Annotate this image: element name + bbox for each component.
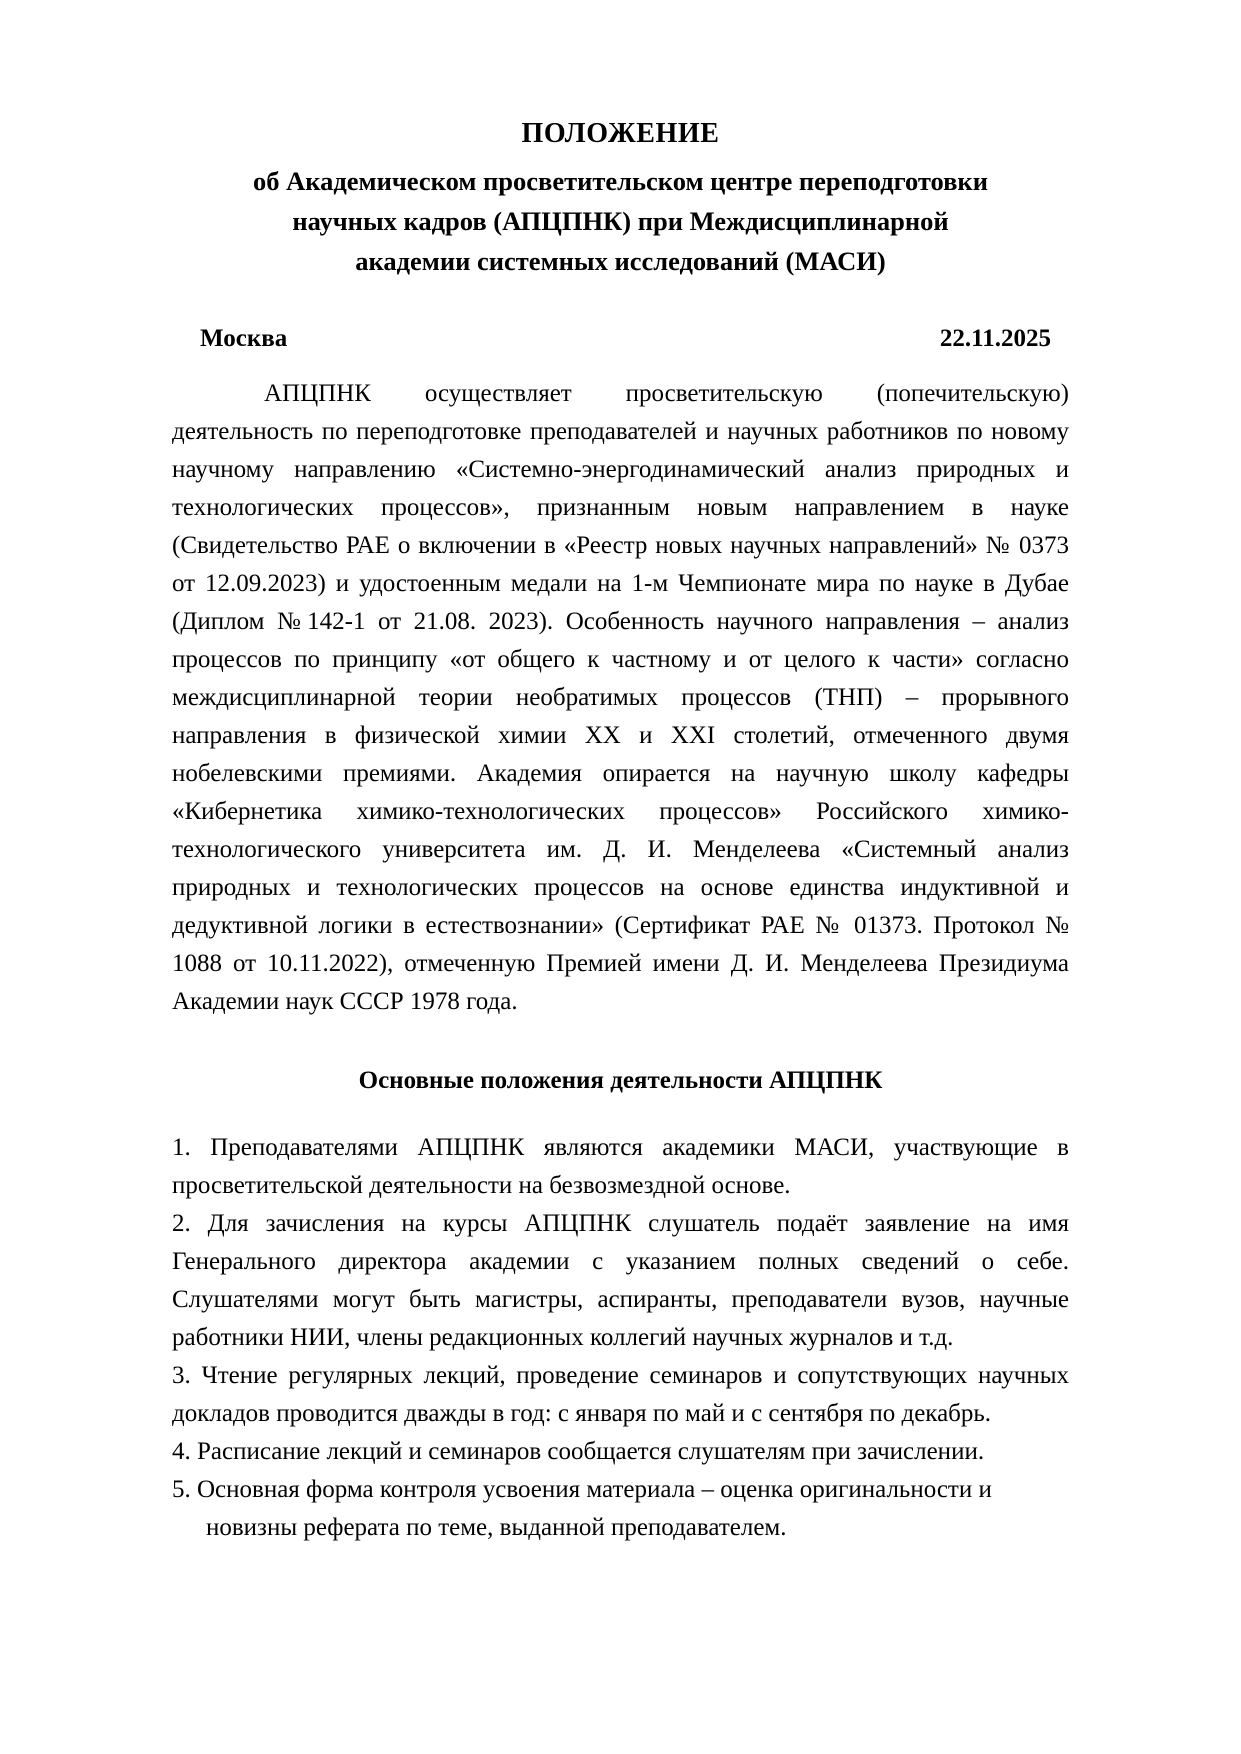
provision-item-5-line-2: новизны реферата по теме, выданной преподавателем. <box>206 1514 787 1542</box>
provision-item-5 <box>172 1471 1069 1547</box>
place-label: Москва <box>200 325 288 353</box>
place-and-date-line <box>172 325 1069 353</box>
section-heading: Основные положения деятельности АПЦПНК <box>358 1067 883 1095</box>
document-subtitle-line-1: об Академическом просветительском центре переподготовки <box>253 165 988 196</box>
provision-item-3: 3. Чтение регулярных лекций, проведение семинаров и сопутствующих научных докладов проводится дважды в год: с января по май и с сентября по декабрь. <box>172 1362 1069 1428</box>
document-title-block <box>172 114 1069 281</box>
provision-item-4: 4. Расписание лекций и семинаров сообщается слушателям при зачислении. <box>172 1438 985 1466</box>
provision-item-5-line-1: 5. Основная форма контроля усвоения материала – оценка оригинальности и <box>172 1476 992 1504</box>
document-subtitle-line-3: академии системных исследований (МАСИ) <box>355 246 886 277</box>
document-subtitle <box>172 161 1069 282</box>
provisions-list <box>172 1129 1069 1547</box>
date-label: 22.11.2025 <box>939 325 1051 353</box>
provision-item-2: 2. Для зачисления на курсы АПЦПНК слушатель подаёт заявление на имя Генерального директора академии с указанием полных сведений о себе. Слушателями могут быть магистры, аспиранты, преподаватели вузов, научные работники НИИ, члены редакционных коллегий научных журналов и т.д. <box>172 1210 1069 1352</box>
page-title: ПОЛОЖЕНИЕ <box>521 118 720 149</box>
intro-paragraph: АПЦПНК осуществляет просветительскую (попечительскую) деятельность по переподготовке преподавателей и научных работников по новому научному направлению «Системно-энергодинамический анализ природных и технологических процессов», признанным новым направлением в науке (Свидетельство РАЕ о включении в «Реестр новых научных направлений» № 0373 от 12.09.2023) и удостоенным медали на 1-м Чемпионате мира по науке в Дубае (Диплом №142-1 от 21.08. 2023). Особенность научного направления – анализ процессов по принципу «от общего к частному и от целого к части» согласно междисциплинарной теории необратимых процессов (ТНП) – прорывного направления в физической химии XX и XXI столетий, отмеченного двумя нобелевскими премиями. Академия опирается на научную школу кафедры «Кибернетика химико-технологических процессов» Российского химико-технологического университета им. Д. И. Менделеева «Системный анализ природных и технологических процессов на основе единства индуктивной и дедуктивной логики в естествознании» (Сертификат РАЕ № 01373. Протокол № 1088 от 10.11.2022), отмеченную Премией имени Д. И. Менделеева Президиума Академии наук СССР 1978 года. <box>172 380 1069 1016</box>
provision-item-1: 1. Преподавателями АПЦПНК являются академики МАСИ, участвующие в просветительской деятельности на безвозмездной основе. <box>172 1134 1069 1200</box>
document-subtitle-line-2: научных кадров (АПЦПНК) при Междисциплинарной <box>292 205 949 236</box>
